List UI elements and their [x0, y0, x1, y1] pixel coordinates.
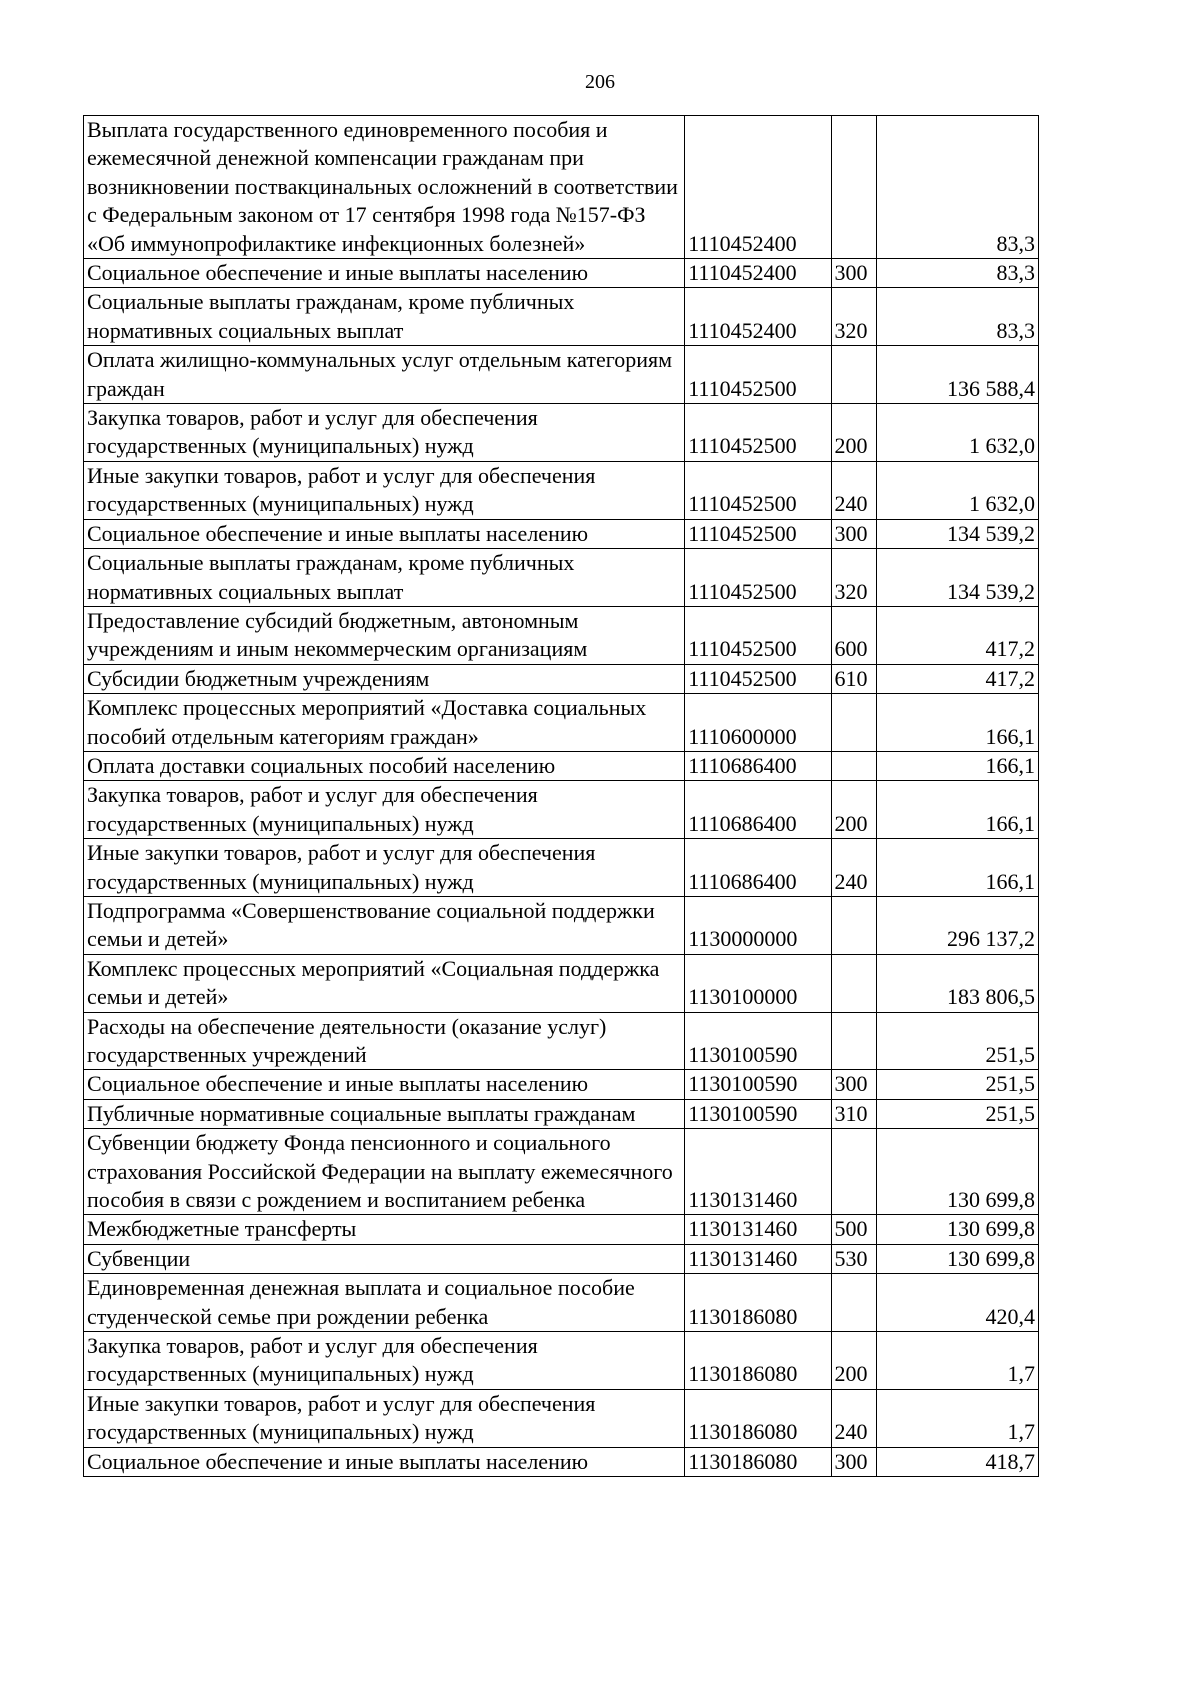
amount-cell: 130 699,8 — [876, 1215, 1038, 1244]
expense-kind-cell: 600 — [831, 606, 876, 664]
table-row — [84, 839, 1039, 897]
expense-name-cell: Предоставление субсидий бюджетным, автономным учреждениям и иным некоммерческим организациям — [84, 606, 685, 664]
table-row — [84, 896, 1039, 954]
amount-cell: 134 539,2 — [876, 519, 1038, 548]
target-code-cell: 1110452500 — [685, 549, 831, 607]
expense-name-cell: Единовременная денежная выплата и социальное пособие студенческой семье при рождении ребенка — [84, 1274, 685, 1332]
expense-name-cell: Субвенции бюджету Фонда пенсионного и социального страхования Российской Федерации на выплату ежемесячного пособия в связи с рождением и воспитанием ребенка — [84, 1129, 685, 1215]
expense-name-cell: Социальное обеспечение и иные выплаты населению — [84, 519, 685, 548]
table-row — [84, 694, 1039, 752]
amount-cell: 166,1 — [876, 751, 1038, 780]
expense-kind-cell: 240 — [831, 461, 876, 519]
amount-cell: 166,1 — [876, 694, 1038, 752]
target-code-cell: 1130100590 — [685, 1099, 831, 1128]
table-row — [84, 116, 1039, 259]
expense-kind-cell — [831, 116, 876, 259]
amount-cell: 83,3 — [876, 259, 1038, 288]
amount-cell: 251,5 — [876, 1070, 1038, 1099]
expense-name-cell: Иные закупки товаров, работ и услуг для обеспечения государственных (муниципальных) нужд — [84, 839, 685, 897]
expense-name-cell: Субсидии бюджетным учреждениям — [84, 664, 685, 693]
amount-cell: 134 539,2 — [876, 549, 1038, 607]
expense-kind-cell: 320 — [831, 549, 876, 607]
expense-kind-cell: 500 — [831, 1215, 876, 1244]
target-code-cell: 1130131460 — [685, 1215, 831, 1244]
expense-name-cell: Иные закупки товаров, работ и услуг для обеспечения государственных (муниципальных) нужд — [84, 1389, 685, 1447]
table-row — [84, 519, 1039, 548]
expense-kind-cell: 300 — [831, 1070, 876, 1099]
table-row — [84, 751, 1039, 780]
expense-kind-cell — [831, 1274, 876, 1332]
expense-name-cell: Социальное обеспечение и иные выплаты населению — [84, 259, 685, 288]
target-code-cell: 1110686400 — [685, 839, 831, 897]
expense-kind-cell — [831, 346, 876, 404]
table-row — [84, 404, 1039, 462]
table-row — [84, 1215, 1039, 1244]
table-row — [84, 664, 1039, 693]
page-number: 206 — [585, 71, 615, 93]
expense-name-cell: Публичные нормативные социальные выплаты гражданам — [84, 1099, 685, 1128]
expense-name-cell: Расходы на обеспечение деятельности (оказание услуг) государственных учреждений — [84, 1012, 685, 1070]
amount-cell: 83,3 — [876, 288, 1038, 346]
target-code-cell: 1130100590 — [685, 1070, 831, 1099]
amount-cell: 417,2 — [876, 664, 1038, 693]
table-row — [84, 954, 1039, 1012]
expense-kind-cell: 240 — [831, 1389, 876, 1447]
expense-name-cell: Закупка товаров, работ и услуг для обеспечения государственных (муниципальных) нужд — [84, 781, 685, 839]
expense-name-cell: Комплекс процессных мероприятий «Доставка социальных пособий отдельным категориям граждан» — [84, 694, 685, 752]
expense-kind-cell: 610 — [831, 664, 876, 693]
target-code-cell: 1110452400 — [685, 116, 831, 259]
expense-kind-cell — [831, 1012, 876, 1070]
expense-kind-cell: 240 — [831, 839, 876, 897]
amount-cell: 83,3 — [876, 116, 1038, 259]
target-code-cell: 1110452400 — [685, 259, 831, 288]
expense-kind-cell: 530 — [831, 1244, 876, 1273]
amount-cell: 183 806,5 — [876, 954, 1038, 1012]
expense-kind-cell — [831, 751, 876, 780]
budget-table — [83, 115, 1039, 1477]
table-row — [84, 1332, 1039, 1390]
target-code-cell: 1110686400 — [685, 751, 831, 780]
expense-name-cell: Социальные выплаты гражданам, кроме публичных нормативных социальных выплат — [84, 288, 685, 346]
amount-cell: 251,5 — [876, 1012, 1038, 1070]
table-row — [84, 259, 1039, 288]
table-row — [84, 461, 1039, 519]
expense-kind-cell — [831, 694, 876, 752]
expense-name-cell: Субвенции — [84, 1244, 685, 1273]
amount-cell: 166,1 — [876, 781, 1038, 839]
target-code-cell: 1130100000 — [685, 954, 831, 1012]
expense-kind-cell: 320 — [831, 288, 876, 346]
target-code-cell: 1110452500 — [685, 519, 831, 548]
expense-kind-cell — [831, 1129, 876, 1215]
table-row — [84, 1274, 1039, 1332]
table-row — [84, 606, 1039, 664]
expense-kind-cell: 300 — [831, 519, 876, 548]
target-code-cell: 1110452500 — [685, 664, 831, 693]
expense-kind-cell — [831, 954, 876, 1012]
target-code-cell: 1110452500 — [685, 404, 831, 462]
expense-name-cell: Социальные выплаты гражданам, кроме публичных нормативных социальных выплат — [84, 549, 685, 607]
amount-cell: 166,1 — [876, 839, 1038, 897]
amount-cell: 1,7 — [876, 1332, 1038, 1390]
expense-name-cell: Закупка товаров, работ и услуг для обеспечения государственных (муниципальных) нужд — [84, 404, 685, 462]
amount-cell: 130 699,8 — [876, 1129, 1038, 1215]
target-code-cell: 1130186080 — [685, 1447, 831, 1476]
expense-kind-cell: 310 — [831, 1099, 876, 1128]
table-row — [84, 1244, 1039, 1273]
table-row — [84, 1389, 1039, 1447]
expense-kind-cell: 200 — [831, 1332, 876, 1390]
expense-name-cell: Закупка товаров, работ и услуг для обеспечения государственных (муниципальных) нужд — [84, 1332, 685, 1390]
target-code-cell: 1110452500 — [685, 346, 831, 404]
target-code-cell: 1110686400 — [685, 781, 831, 839]
target-code-cell: 1110452400 — [685, 288, 831, 346]
amount-cell: 136 588,4 — [876, 346, 1038, 404]
table-row — [84, 1129, 1039, 1215]
expense-kind-cell: 200 — [831, 781, 876, 839]
target-code-cell: 1130186080 — [685, 1274, 831, 1332]
target-code-cell: 1130100590 — [685, 1012, 831, 1070]
target-code-cell: 1130131460 — [685, 1129, 831, 1215]
amount-cell: 251,5 — [876, 1099, 1038, 1128]
expense-kind-cell: 300 — [831, 1447, 876, 1476]
target-code-cell: 1110600000 — [685, 694, 831, 752]
amount-cell: 296 137,2 — [876, 896, 1038, 954]
expense-name-cell: Социальное обеспечение и иные выплаты населению — [84, 1070, 685, 1099]
expense-name-cell: Межбюджетные трансферты — [84, 1215, 685, 1244]
table-row — [84, 288, 1039, 346]
table-row — [84, 1012, 1039, 1070]
amount-cell: 417,2 — [876, 606, 1038, 664]
expense-name-cell: Иные закупки товаров, работ и услуг для обеспечения государственных (муниципальных) нужд — [84, 461, 685, 519]
expense-name-cell: Социальное обеспечение и иные выплаты населению — [84, 1447, 685, 1476]
amount-cell: 1,7 — [876, 1389, 1038, 1447]
amount-cell: 418,7 — [876, 1447, 1038, 1476]
target-code-cell: 1130186080 — [685, 1332, 831, 1390]
table-row — [84, 549, 1039, 607]
expense-name-cell: Оплата жилищно-коммунальных услуг отдельным категориям граждан — [84, 346, 685, 404]
table-row — [84, 781, 1039, 839]
target-code-cell: 1110452500 — [685, 461, 831, 519]
target-code-cell: 1130186080 — [685, 1389, 831, 1447]
table-row — [84, 1099, 1039, 1128]
amount-cell: 130 699,8 — [876, 1244, 1038, 1273]
expense-kind-cell: 200 — [831, 404, 876, 462]
target-code-cell: 1130000000 — [685, 896, 831, 954]
table-row — [84, 1070, 1039, 1099]
target-code-cell: 1130131460 — [685, 1244, 831, 1273]
expense-name-cell: Выплата государственного единовременного пособия и ежемесячной денежной компенсации гражданам при возникновении поствакцинальных осложнений в соответствии с Федеральным законом от 17 сентября 1998 года №157-ФЗ «Об иммунопрофилактике инфекционных болезней» — [84, 116, 685, 259]
expense-name-cell: Подпрограмма «Совершенствование социальной поддержки семьи и детей» — [84, 896, 685, 954]
amount-cell: 420,4 — [876, 1274, 1038, 1332]
budget-table-body — [84, 116, 1039, 1477]
table-row — [84, 1447, 1039, 1476]
amount-cell: 1 632,0 — [876, 461, 1038, 519]
expense-kind-cell — [831, 896, 876, 954]
amount-cell: 1 632,0 — [876, 404, 1038, 462]
table-row — [84, 346, 1039, 404]
expense-kind-cell: 300 — [831, 259, 876, 288]
expense-name-cell: Комплекс процессных мероприятий «Социальная поддержка семьи и детей» — [84, 954, 685, 1012]
target-code-cell: 1110452500 — [685, 606, 831, 664]
expense-name-cell: Оплата доставки социальных пособий населению — [84, 751, 685, 780]
